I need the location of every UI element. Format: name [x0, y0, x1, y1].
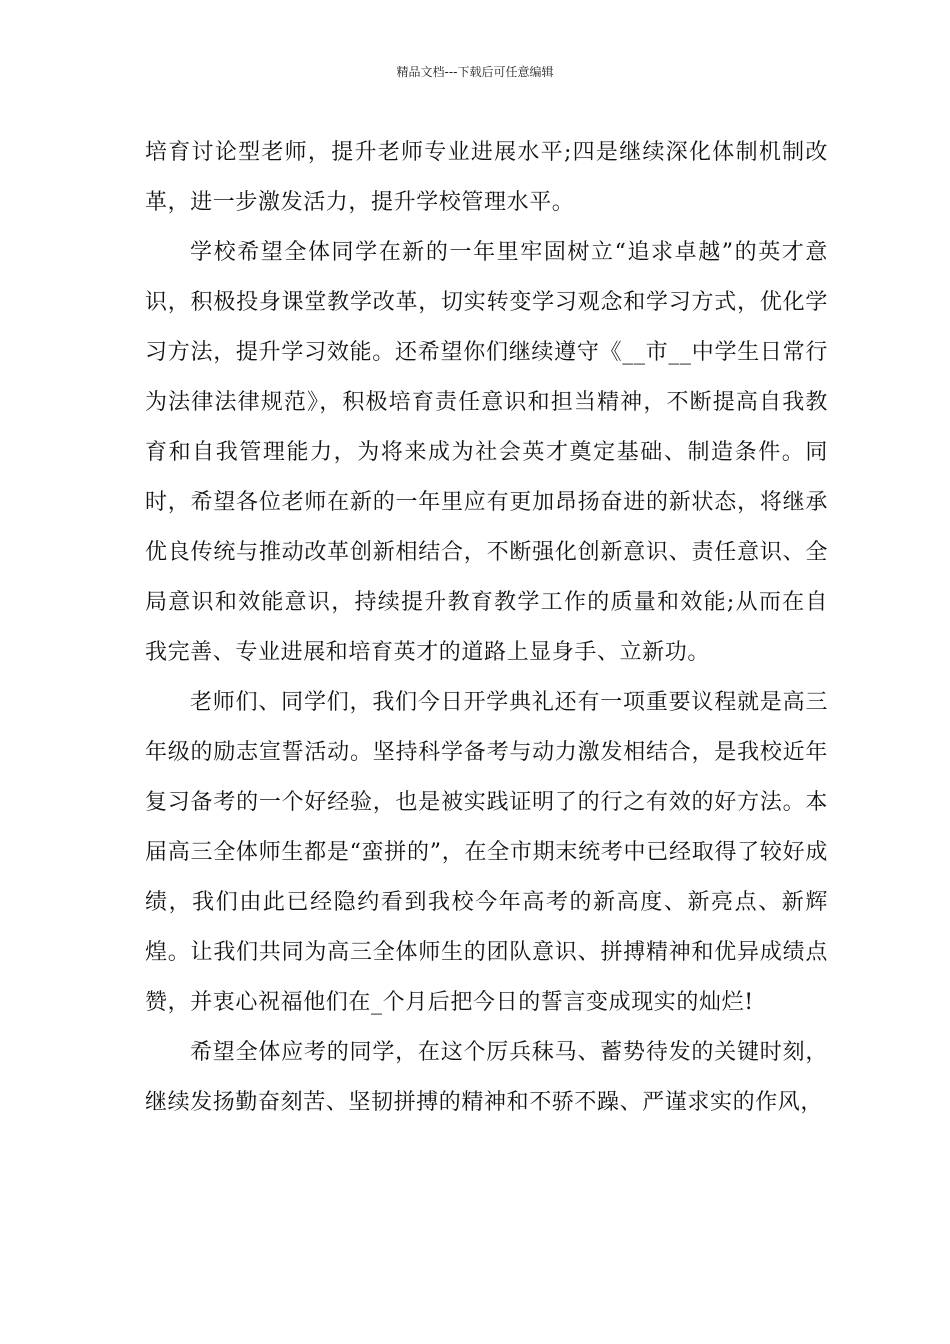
document-body — [145, 128, 828, 1128]
paragraph-2: 学校希望全体同学在新的一年里牢固树立“追求卓越”的英才意识，积极投身课堂教学改革，切实转变学习观念和学习方式，优化学习方法，提升学习效能。还希望你们继续遵守《__市__中学生日常行为法律法律规范》，积极培育责任意识和担当精神，不断提高自我教育和自我管理能力，为将来成为社会英才奠定基础、制造条件。同时，希望各位老师在新的一年里应有更加昂扬奋进的新状态，将继承优良传统与推动改革创新相结合，不断强化创新意识、责任意识、全局意识和效能意识，持续提升教育教学工作的质量和效能;从而在自我完善、专业进展和培育英才的道路上显身手、立新功。 — [145, 240, 828, 665]
paragraph-4: 希望全体应考的同学，在这个厉兵秣马、蓄势待发的关键时刻，继续发扬勤奋刻苦、坚韧拼搏的精神和不骄不躁、严谨求实的作风， — [145, 1040, 828, 1115]
page-header: 精品文档---下载后可任意编辑 — [396, 65, 554, 79]
paragraph-1: 培育讨论型老师，提升老师专业进展水平;四是继续深化体制机制改革，进一步激发活力，提升学校管理水平。 — [145, 140, 828, 215]
paragraph-3: 老师们、同学们，我们今日开学典礼还有一项重要议程就是高三年级的励志宣誓活动。坚持科学备考与动力激发相结合，是我校近年复习备考的一个好经验，也是被实践证明了的行之有效的好方法。本届高三全体师生都是“蛮拼的”，在全市期末统考中已经取得了较好成绩，我们由此已经隐约看到我校今年高考的新高度、新亮点、新辉煌。让我们共同为高三全体师生的团队意识、拼搏精神和优异成绩点赞，并衷心祝福他们在_个月后把今日的誓言变成现实的灿烂! — [145, 690, 828, 1015]
